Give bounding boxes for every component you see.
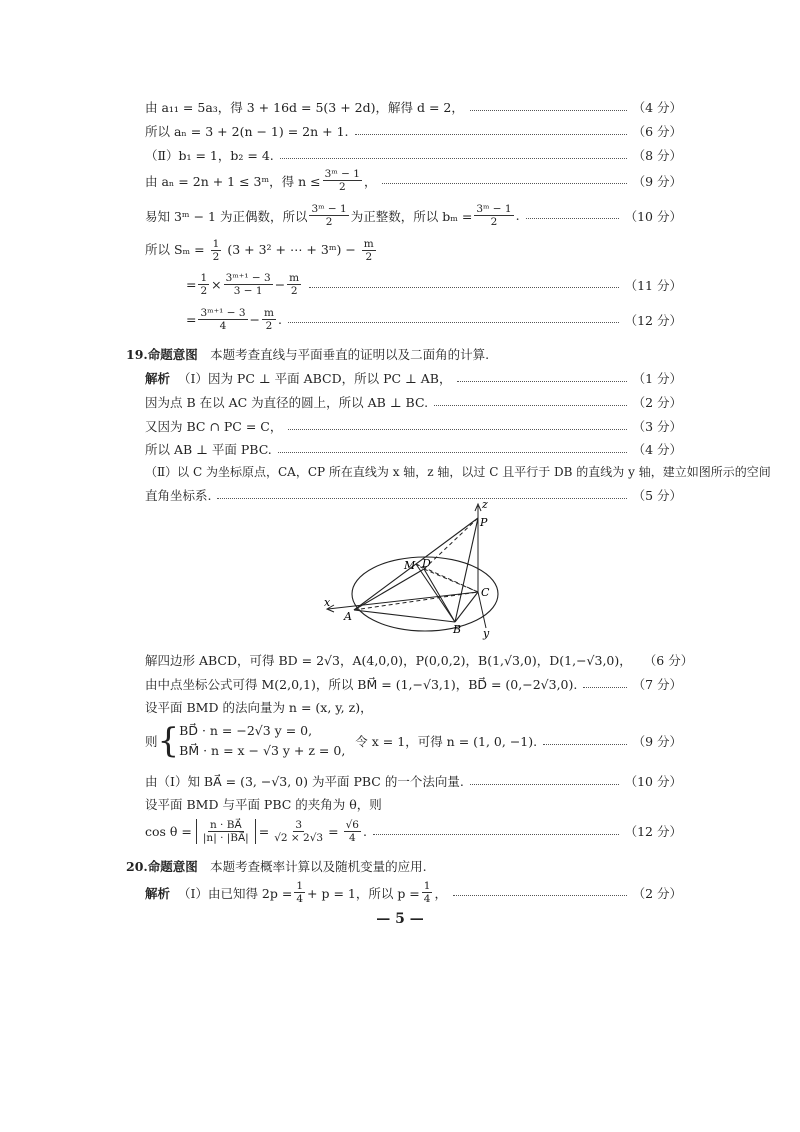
solution-line: [145, 440, 682, 458]
line-text: (3 + 3² + ⋯ + 3ᵐ) −: [227, 242, 356, 257]
system-prefix: 则: [145, 734, 158, 749]
score: （10 分）: [624, 774, 682, 789]
leader-dots: [470, 784, 619, 785]
score: （6 分）: [632, 124, 682, 139]
left-brace: {: [157, 721, 180, 761]
leader-dots: [453, 895, 627, 896]
line-text: 直角坐标系.: [145, 488, 212, 503]
fraction: $\frac{m}{2}$: [363, 238, 374, 263]
fraction: $\frac{\text{3ᵐ⁺¹ − 3}}{4}$: [200, 307, 246, 332]
line-text: （Ⅱ）以 C 为坐标原点，CA，CP 所在直线为 x 轴，z 轴，以过 C 且平行于 DB 的直线为 y 轴，建立如图所示的空间: [145, 465, 771, 479]
line-text: 易知 3ᵐ − 1 为正偶数，所以: [145, 208, 308, 224]
line-text: （Ⅱ）b₁ = 1，b₂ = 4.: [145, 148, 274, 163]
line-text: 所以 aₙ = 3 + 2(n − 1) = 2n + 1.: [145, 124, 349, 139]
line-text: =: [186, 277, 197, 292]
score: （7 分）: [632, 677, 682, 692]
score: （10 分）: [624, 208, 682, 224]
solution-line: [145, 880, 682, 905]
leader-dots: [382, 183, 626, 184]
line-text: 令 x = 1，可得 n = (1, 0, −1).: [355, 734, 538, 749]
question-20-title: 20.命题意图 本题考查概率计算以及随机变量的应用.: [126, 859, 427, 874]
score: （6 分）: [643, 653, 694, 668]
label-C: C: [481, 586, 490, 599]
label-M: M: [404, 559, 416, 572]
leader-dots: [278, 452, 627, 453]
cos-prefix: cos θ =: [145, 823, 192, 839]
solution-line: [145, 146, 682, 164]
jiexi-label: 解析: [145, 885, 171, 901]
leader-dots: [543, 744, 626, 745]
line-text: 由 a₁₁ = 5a₃，得 3 + 16d = 5(3 + 2d)，解得 d = 2，: [145, 100, 464, 115]
fraction: $\frac{1}{4}$: [423, 880, 431, 905]
fraction: $\frac{3}{√2 \times 2√3}$: [274, 818, 324, 844]
line-text: 因为点 B 在以 AC 为直径的圆上，所以 AB ⊥ BC.: [145, 395, 429, 410]
equation-stack: [179, 721, 345, 761]
label-x: x: [324, 596, 331, 609]
fraction: $\frac{\text{3ᵐ⁺¹ − 3}}{3 - 1}$: [225, 272, 271, 297]
score: （9 分）: [632, 173, 682, 189]
line-text: 又因为 BC ∩ PC = C，: [145, 419, 283, 434]
score: （11 分）: [624, 277, 682, 293]
leader-dots: [280, 158, 627, 159]
score: （9 分）: [632, 734, 682, 749]
fraction: $\frac{m}{2}$: [264, 307, 274, 332]
fraction: $\frac{m}{2}$: [289, 272, 300, 297]
solution-line: [145, 772, 682, 790]
leader-dots: [457, 381, 626, 382]
leader-dots: [434, 405, 626, 406]
coordinate-figure: [320, 496, 520, 644]
line-text: 设平面 BMD 与平面 PBC 的夹角为 θ，则: [145, 797, 382, 812]
equation-2: BM⃗ · n = x − √3 y + z = 0,: [179, 743, 346, 758]
equation-system-line: [145, 720, 682, 762]
score: （4 分）: [632, 442, 682, 457]
solution-line: [145, 98, 682, 116]
score: （8 分）: [632, 148, 682, 163]
score: （12 分）: [624, 824, 682, 839]
line-text: （Ⅰ）因为 PC ⊥ 平面 ABCD，所以 PC ⊥ AB，: [178, 371, 452, 386]
leader-dots: [288, 429, 626, 430]
label-z: z: [482, 498, 488, 511]
leader-dots: [470, 110, 627, 111]
label-D: D: [422, 557, 431, 570]
solution-line: [145, 393, 682, 411]
line-text: ，: [363, 173, 377, 189]
leader-dots: [288, 322, 619, 323]
score: （2 分）: [632, 885, 682, 901]
line-text: 由（Ⅰ）知 BA⃗ = (3, −√3, 0) 为平面 PBC 的一个法向量.: [145, 774, 464, 789]
line-text: + p = 1，所以 p =: [307, 885, 420, 901]
line-text: 所以 AB ⊥ 平面 PBC.: [145, 442, 272, 457]
solution-line: [145, 651, 694, 669]
line-text: 设平面 BMD 的法向量为 n = (x, y, z)，: [145, 700, 373, 715]
cos-line: cos θ = $\frac{n \cdot BA⃗}{|n| \cdot |BA⃗|}$ = $\frac{3}{√2 \times 2√3}$ = $\frac{√6}{4}$ . （12 分）: [145, 818, 682, 844]
score: （1 分）: [632, 371, 682, 386]
absolute-value: [196, 819, 256, 844]
solution-line: [145, 417, 682, 435]
score: （3 分）: [632, 419, 682, 434]
edge-AB: [354, 610, 455, 622]
leader-dots: [373, 834, 619, 835]
line-text: .: [515, 208, 520, 223]
solution-line: [145, 168, 682, 193]
label-y: y: [483, 627, 490, 640]
line-text: .: [277, 312, 282, 327]
line-text: −: [274, 277, 286, 292]
fraction: $\frac{\text{3ᵐ − 1}}{2}$: [324, 168, 360, 193]
leader-dots: [526, 218, 619, 219]
solution-line: [145, 122, 682, 140]
page-number: — 5 —: [376, 911, 424, 927]
fraction: $\frac{\text{3ᵐ − 1}}{2}$: [311, 203, 347, 228]
solution-line: [145, 238, 378, 263]
leader-dots: [355, 134, 627, 135]
x-axis: [328, 592, 478, 609]
line-text: 解四边形 ABCD，可得 BD = 2√3，A(4,0,0)，P(0,0,2)，B(1,√3,0)，D(1,−√3,0)，: [145, 653, 632, 668]
leader-dots: [309, 287, 618, 288]
solution-line: [145, 698, 373, 716]
solution-line: [145, 203, 682, 228]
line-text: 所以 Sₘ =: [145, 242, 205, 257]
edge-DP: [424, 518, 478, 569]
fraction: $\frac{√6}{4}$: [345, 818, 359, 844]
jiexi-label: 解析: [145, 371, 171, 386]
line-text: =: [186, 312, 197, 327]
solution-line: [145, 369, 682, 387]
line-text: ×: [211, 277, 222, 292]
line-text: ，: [434, 885, 447, 901]
fraction: $\frac{\text{3ᵐ − 1}}{2}$: [476, 203, 512, 228]
score: （5 分）: [632, 488, 682, 503]
solution-line: [186, 307, 682, 332]
solution-line: [145, 463, 771, 480]
label-A: A: [344, 610, 352, 623]
line-text: −: [249, 312, 260, 327]
line-text: 为正整数，所以 bₘ =: [350, 208, 473, 224]
equation-1: BD⃗ · n = −2√3 y = 0,: [179, 723, 313, 738]
score: （12 分）: [624, 312, 682, 328]
solution-line: [186, 272, 682, 297]
solution-line: [145, 795, 382, 813]
label-B: B: [453, 623, 462, 636]
solution-line: [145, 675, 682, 693]
line-text: （Ⅰ）由已知得 2p =: [178, 885, 293, 901]
fraction: $\frac{1}{2}$: [200, 272, 208, 297]
label-P: P: [480, 516, 488, 529]
line-text: 由 aₙ = 2n + 1 ≤ 3ᵐ，得 n ≤: [145, 173, 321, 189]
leader-dots: [583, 687, 626, 688]
fraction: $\frac{1}{4}$: [296, 880, 304, 905]
edge-AD: [354, 569, 424, 610]
fraction: $\frac{n \cdot BA⃗}{|n| \cdot |BA⃗|}$: [202, 818, 249, 844]
line-text: 由中点坐标公式可得 M(2,0,1)，所以 BM⃗ = (1,−√3,1)，BD⃗ = (0,−2√3,0).: [145, 677, 578, 692]
score: （2 分）: [632, 395, 682, 410]
question-19-title: 19.命题意图 本题考查直线与平面垂直的证明以及二面角的计算.: [126, 347, 490, 362]
fraction: $\frac{1}{2}$: [212, 238, 220, 263]
score: （4 分）: [632, 100, 682, 115]
